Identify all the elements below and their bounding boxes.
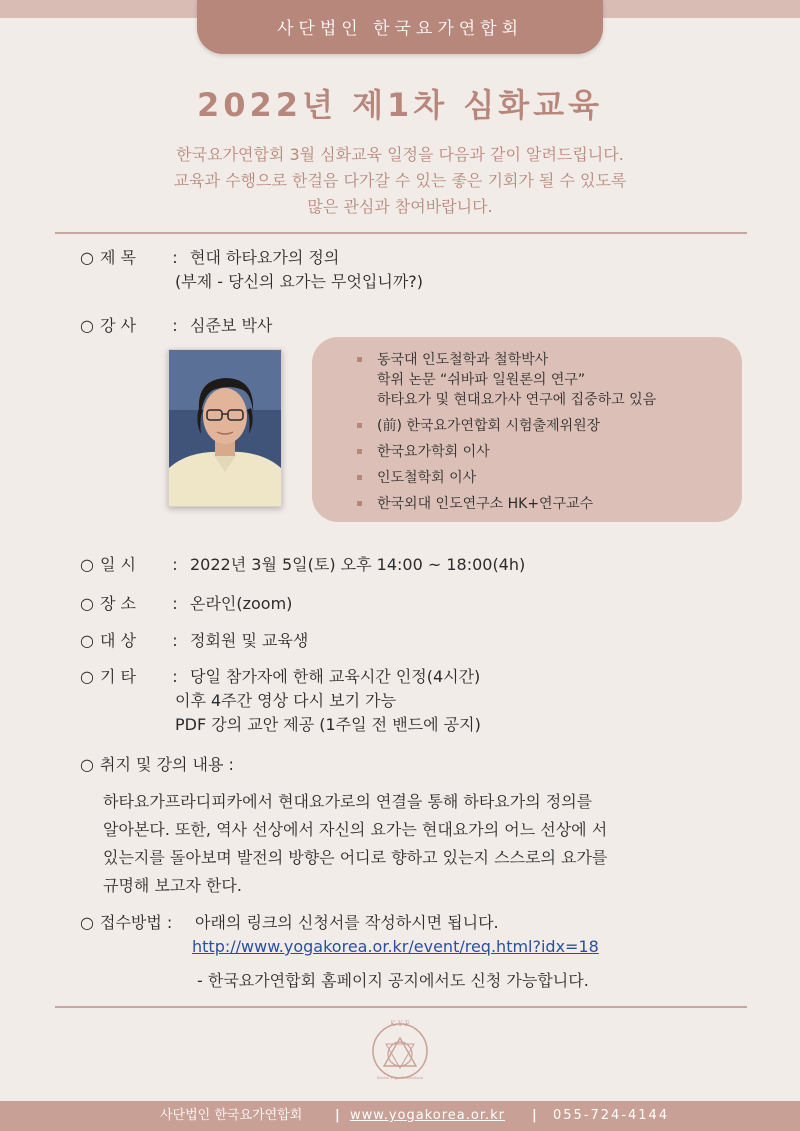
kyf-logo-icon [367, 1016, 433, 1082]
footer-separator: | [532, 1108, 537, 1123]
place-label: 장 소 [100, 594, 136, 613]
purpose-row [80, 753, 234, 776]
etc-line: 이후 4주간 영상 다시 보기 가능 [175, 691, 397, 710]
logo-top-text: K·Y·F [390, 1020, 410, 1028]
cv-item [355, 468, 656, 488]
purpose-line: 알아본다. 또한, 역사 선상에서 자신의 요가는 현대요가의 어느 선상에 서 [103, 820, 608, 839]
subject-subtitle: (부제 - 당신의 요가는 무엇입니까?) [175, 272, 424, 291]
bullet-icon: ○ [80, 594, 94, 613]
footer-separator: | [335, 1108, 340, 1123]
apply-link[interactable]: http://www.yogakorea.or.kr/event/req.html?idx=18 [192, 937, 599, 956]
divider-bottom [55, 1006, 747, 1008]
etc-label: 기 타 [100, 667, 136, 686]
cv-line: 동국대 인도철학과 철학박사 [377, 352, 549, 368]
lecturer-photo [168, 349, 282, 507]
target-row [80, 629, 308, 652]
colon: : [172, 248, 178, 267]
apply-label: 접수방법 : [100, 913, 173, 932]
lecturer-name: 심준보 박사 [190, 316, 273, 335]
footer [0, 1101, 800, 1131]
purpose-line: 있는지를 돌아보며 발전의 방향은 어디로 향하고 있는지 스스로의 요가를 [103, 848, 608, 867]
bullet-icon: ○ [80, 631, 94, 650]
bullet-icon: ○ [80, 667, 94, 686]
colon: : [172, 631, 178, 650]
cv-line: 한국외대 인도연구소 HK+연구교수 [377, 496, 594, 512]
bullet-icon: ○ [80, 555, 94, 574]
logo-bottom-text: Korea Yoga Federation [376, 1075, 424, 1080]
square-bullet-icon [357, 501, 362, 506]
subject-value: 현대 하타요가의 정의 [190, 248, 340, 267]
lecturer-label: 강 사 [100, 316, 136, 335]
cv-line: (前) 한국요가연합회 시험출제위원장 [377, 418, 601, 434]
intro-text [0, 142, 800, 220]
square-bullet-icon [357, 357, 362, 362]
colon: : [172, 667, 178, 686]
apply-value: 아래의 링크의 신청서를 작성하시면 됩니다. [195, 913, 499, 932]
etc-row [80, 665, 480, 688]
purpose-label: 취지 및 강의 내용 : [100, 755, 234, 774]
subject-label: 제 목 [100, 248, 136, 267]
etc-line: 당일 참가자에 한해 교육시간 인정(4시간) [190, 667, 481, 686]
purpose-line: 하타요가프라디피카에서 현대요가로의 연결을 통해 하타요가의 정의를 [103, 792, 593, 811]
cv-item [355, 494, 656, 514]
cv-line: 하타요가 및 현대요가사 연구에 집중하고 있음 [377, 392, 657, 408]
colon: : [172, 594, 178, 613]
square-bullet-icon [357, 475, 362, 480]
cv-line: 학위 논문 “쉬바파 일원론의 연구” [377, 372, 586, 388]
subject-row [80, 246, 339, 269]
date-row [80, 553, 525, 576]
target-label: 대 상 [100, 631, 136, 650]
purpose-line: 규명해 보고자 한다. [103, 876, 242, 895]
place-value: 온라인(zoom) [190, 594, 293, 613]
intro-line: 많은 관심과 참여바랍니다. [307, 197, 493, 216]
bullet-icon: ○ [80, 913, 94, 932]
square-bullet-icon [357, 449, 362, 454]
colon: : [172, 316, 178, 335]
intro-line: 교육과 수행으로 한걸음 다가갈 수 있는 좋은 기회가 될 수 있도록 [173, 171, 627, 190]
date-value: 2022년 3월 5일(토) 오후 14:00 ~ 18:00(4h) [190, 555, 526, 574]
intro-line: 한국요가연합회 3월 심화교육 일정을 다음과 같이 알려드립니다. [176, 145, 624, 164]
bullet-icon: ○ [80, 316, 94, 335]
etc-line: PDF 강의 교안 제공 (1주일 전 밴드에 공지) [175, 715, 481, 734]
cv-item [355, 350, 656, 410]
square-bullet-icon [357, 423, 362, 428]
lecturer-cv-list [355, 350, 656, 520]
purpose-text [103, 788, 607, 900]
page-title: 2022년 제1차 심화교육 [197, 86, 603, 124]
footer-phone: 055-724-4144 [553, 1108, 670, 1123]
target-value: 정회원 및 교육생 [190, 631, 309, 650]
apply-row [80, 911, 499, 934]
place-row [80, 592, 292, 615]
cv-item [355, 442, 656, 462]
header-org: 사단법인 한국요가연합회 [197, 0, 603, 54]
bullet-icon: ○ [80, 755, 94, 774]
apply-note: - 한국요가연합회 홈페이지 공지에서도 신청 가능합니다. [197, 971, 589, 990]
cv-line: 인도철학회 이사 [377, 470, 477, 486]
date-label: 일 시 [100, 555, 136, 574]
bullet-icon: ○ [80, 248, 94, 267]
cv-item [355, 416, 656, 436]
footer-org: 사단법인 한국요가연합회 [160, 1108, 303, 1123]
colon: : [172, 555, 178, 574]
cv-line: 한국요가학회 이사 [377, 444, 490, 460]
footer-website-link[interactable]: www.yogakorea.or.kr [350, 1108, 505, 1123]
divider-top [55, 232, 747, 234]
lecturer-row [80, 314, 272, 337]
